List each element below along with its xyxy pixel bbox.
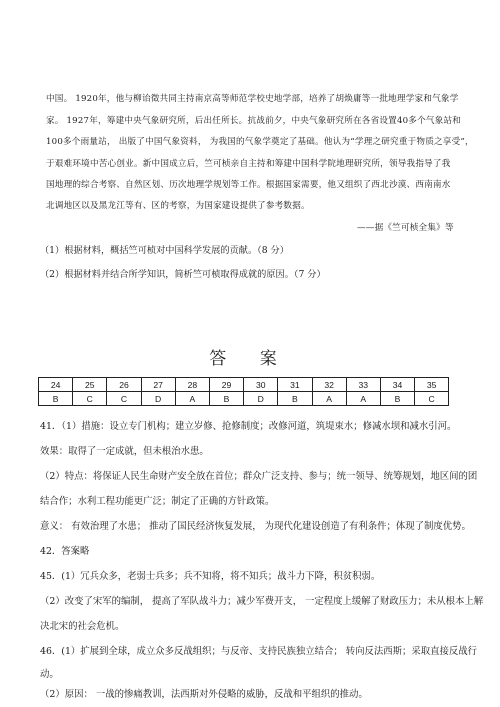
answer-line: 42．答案略: [40, 546, 90, 557]
answer-cell: C: [415, 392, 449, 406]
question-number-cell: 32: [312, 378, 346, 392]
answer-line: （2）特点：将保证人民生命财产安全放在首位；群众广泛支持、参与；统一领导、统筹规划，地区间的团: [40, 471, 478, 482]
material-line: 于艰难环境中苦心创业。新中国成立后，竺可桢亲自主持和筹建中国科学院地理研究所，领导我指导了我: [46, 159, 451, 169]
question-number-cell: 24: [39, 378, 73, 392]
answer-table-answer-row: [39, 392, 449, 406]
answer-cell: D: [141, 392, 175, 406]
answer-line: 46．(1）扩展到全球，成立众多反战组织；与反帝、支持民族独立结合； 转向反法西斯；采取直接反战行: [40, 646, 478, 657]
question-number-cell: 33: [346, 378, 380, 392]
answer-title: 答 案: [209, 349, 291, 369]
answer-cell: C: [107, 392, 141, 406]
question-number-cell: 34: [380, 378, 414, 392]
answer-cell: A: [312, 392, 346, 406]
question-number-cell: 28: [175, 378, 209, 392]
answer-cell: D: [244, 392, 278, 406]
question-number-cell: 29: [209, 378, 243, 392]
answer-cell: B: [209, 392, 243, 406]
material-line: 家。 1927年，筹建中央气象研究所，后出任所长。抗战前夕，中央气象研究所在各省设置40多个气象站和: [46, 116, 462, 126]
question-number-cell: 31: [278, 378, 312, 392]
answer-line: 意义： 有效治理了水患； 推动了国民经济恢复发展， 为现代化建设创造了有利条件；体现了制度优势。: [40, 521, 471, 532]
answer-cell: B: [278, 392, 312, 406]
answer-table-number-row: [39, 378, 449, 392]
material-line: 100多个雨量站， 出版了中国气象资料， 为我国的气象学奠定了基础。他认为“学理之研究重于物质之享受”，: [46, 137, 474, 147]
material-line: 国地理的综合考察、自然区划、历次地理学规划等工作。根据国家需要，他又组织了西北沙漠、西南南水: [46, 180, 451, 190]
answer-line: 41．（1）措施：设立专门机构；建立岁修、抢修制度；改修河道，筑堤束水；修减水坝和减水引河。: [40, 421, 457, 432]
answer-line: 动。: [40, 669, 59, 680]
material-source: ——据《竺可桢全集》等: [357, 223, 454, 233]
answer-cell: C: [73, 392, 107, 406]
answer-line: 决北宋的社会危机。: [40, 621, 125, 632]
question-number-cell: 26: [107, 378, 141, 392]
answer-cell: A: [346, 392, 380, 406]
question-number-cell: 30: [244, 378, 278, 392]
question-1: （1）根据材料，概括竺可桢对中国科学发展的贡献。（8 分）: [40, 245, 289, 256]
question-number-cell: 35: [415, 378, 449, 392]
question-2: （2）根据材料并结合所学知识，简析竺可桢取得成就的原因。（7 分）: [40, 269, 326, 280]
answer-line: 45．(1）冗兵众多，老弱士兵多；兵不知将，将不知兵；战斗力下降，积贫积弱。: [40, 571, 381, 582]
answer-line: （2）改变了宋军的编制， 提高了军队战斗力；减少军费开支， 一定程度上缓解了财政压力；未从根本上解: [40, 596, 484, 607]
answer-cell: B: [380, 392, 414, 406]
material-line: 北调地区以及黑龙江等有、区的考察，为国家建设提供了参考数据。: [46, 201, 310, 211]
answer-cell: B: [39, 392, 73, 406]
answer-line: 效果：取得了一定成就，但未根治水患。: [40, 446, 209, 457]
answer-cell: A: [175, 392, 209, 406]
answer-line: 结合作；水利工程功能更广泛；制定了正确的方针政策。: [40, 496, 275, 507]
material-line: 中国。 1920年，他与柳诒徵共同主持南京高等师范学校史地学部，培养了胡焕庸等一批地理学家和气象学: [46, 94, 459, 104]
answer-line: （2）原因： 一战的惨痛教训，法西斯对外侵略的威胁，反战和平组织的推动。: [40, 689, 368, 700]
answer-table: [38, 377, 449, 406]
question-number-cell: 27: [141, 378, 175, 392]
question-number-cell: 25: [73, 378, 107, 392]
